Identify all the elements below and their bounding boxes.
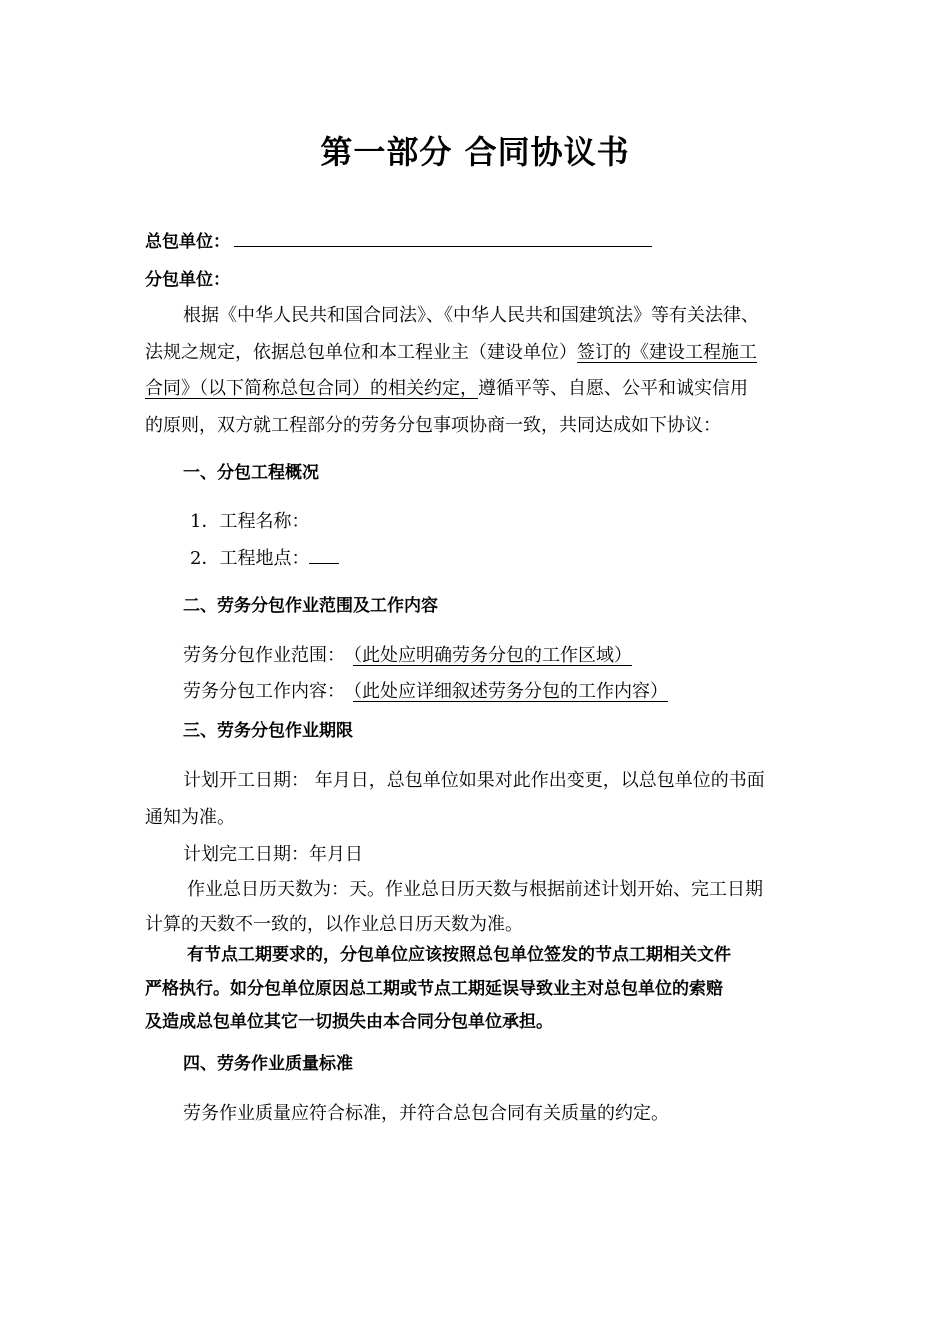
milestone-line-1: 有节点工期要求的，分包单位应该按照总包单位签发的节点工期相关文件: [187, 945, 731, 965]
content-label: 劳务分包工作内容：: [183, 681, 345, 702]
intro-line-2-underlined: 签订的《建设工程施工: [577, 342, 757, 363]
scope-label: 劳务分包作业范围：: [183, 645, 345, 666]
general-contractor-blank: [234, 245, 652, 247]
scope-value: （此处应明确劳务分包的工作区域）: [353, 645, 632, 666]
start-date-line-2: 通知为准。: [145, 807, 235, 828]
content-value: （此处应详细叙述劳务分包的工作内容）: [353, 681, 668, 702]
intro-line-3: [145, 377, 748, 401]
project-location-label: 2．工程地点：: [190, 548, 310, 569]
intro-line-2-text: 法规之规定，依据总包单位和本工程业主（建设单位）: [145, 342, 577, 363]
finish-date-line: 计划完工日期：年月日: [183, 844, 363, 865]
general-contractor-label: 总包单位：: [145, 232, 230, 252]
section-4-heading: 四、劳务作业质量标准: [183, 1054, 353, 1074]
section-2-heading: 二、劳务分包作业范围及工作内容: [183, 596, 438, 616]
scope-row: [183, 644, 632, 668]
project-location-item: [190, 547, 339, 571]
subcontractor-label: 分包单位：: [145, 270, 230, 290]
milestone-line-2: 严格执行。如分包单位原因总工期或节点工期延误导致业主对总包单位的索赔: [145, 979, 723, 999]
section-3-heading: 三、劳务分包作业期限: [183, 721, 353, 741]
start-date-line-1: 计划开工日期： 年月日，总包单位如果对此作出变更，以总包单位的书面: [183, 770, 765, 791]
project-name-item: 1．工程名称：: [190, 511, 310, 532]
intro-line-3-text: 遵循平等、自愿、公平和诚实信用: [478, 378, 748, 399]
intro-line-2: [145, 341, 757, 365]
project-location-blank: [309, 562, 339, 564]
content-row: [183, 680, 668, 704]
page-title: 第一部分 合同协议书: [320, 133, 630, 171]
section-1-heading: 一、分包工程概况: [183, 463, 319, 483]
total-days-line-1: 作业总日历天数为：天。作业总日历天数与根据前述计划开始、完工日期: [187, 879, 763, 900]
intro-line-3-underlined: 合同》（以下简称总包合同）的相关约定，: [145, 378, 478, 399]
intro-line-4: 的原则，双方就工程部分的劳务分包事项协商一致，共同达成如下协议：: [145, 415, 721, 436]
quality-standard-text: 劳务作业质量应符合标准，并符合总包合同有关质量的约定。: [183, 1103, 669, 1124]
total-days-line-2: 计算的天数不一致的，以作业总日历天数为准。: [145, 914, 523, 935]
milestone-line-3: 及造成总包单位其它一切损失由本合同分包单位承担。: [145, 1012, 553, 1032]
intro-line-1: 根据《中华人民共和国合同法》、《中华人民共和国建筑法》等有关法律、: [183, 305, 759, 326]
general-contractor-row: [145, 230, 652, 254]
